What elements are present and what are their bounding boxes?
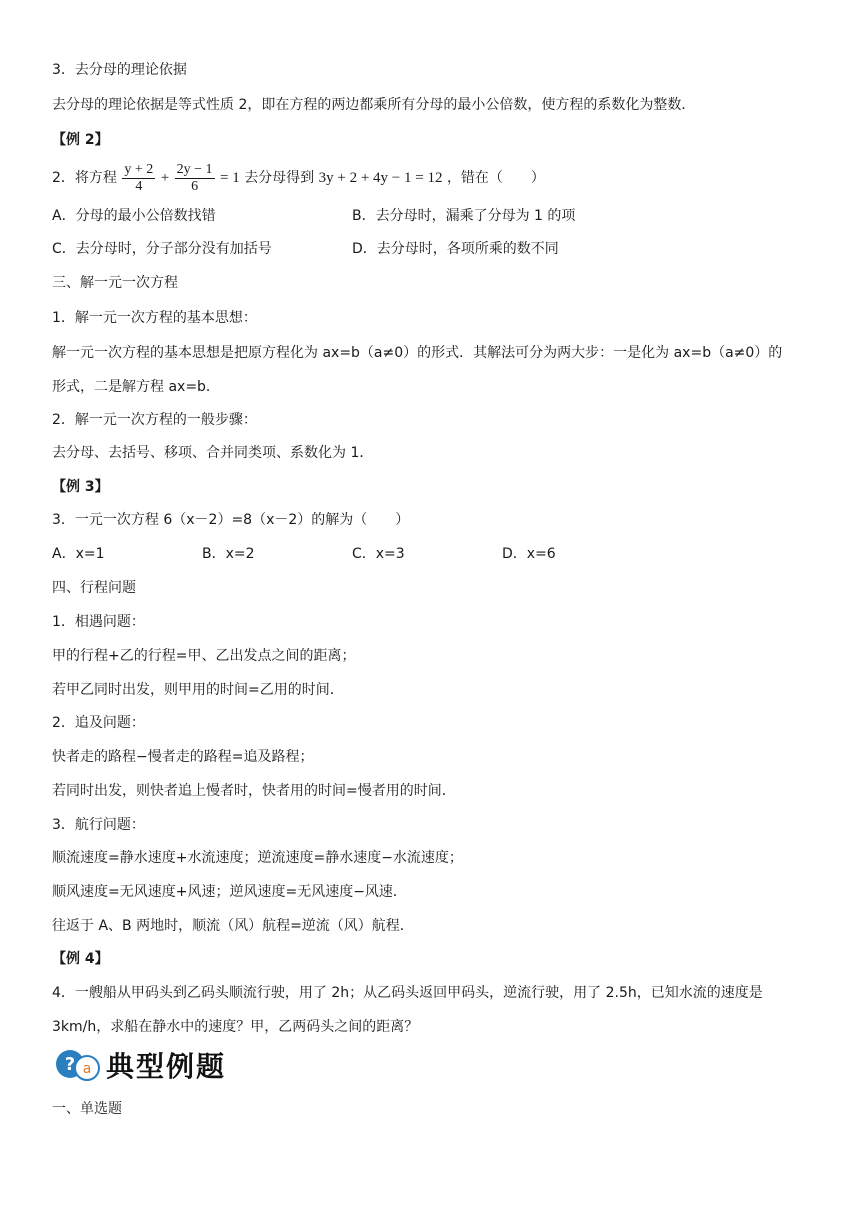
travel-3-line-1: 顺流速度=静水速度+水流速度；逆流速度=静水速度−水流速度；: [52, 850, 463, 866]
logo-letter: a: [82, 1061, 92, 1077]
q2-option-a: A．分母的最小公倍数找错: [52, 208, 216, 224]
fraction-1-denominator: 4: [135, 178, 143, 194]
section-title-solve: 三、解一元一次方程: [52, 275, 178, 291]
point-1-title: 1．解一元一次方程的基本思想：: [52, 310, 257, 326]
travel-2-line-2: 若同时出发，则快者追上慢者时，快者用的时间=慢者用的时间．: [52, 783, 456, 799]
section-3-body: 去分母的理论依据是等式性质 2，即在方程的两边都乘所有分母的最小公倍数，使方程的系数化为整数．: [52, 97, 696, 113]
q2-option-c: C．去分母时，分子部分没有加括号: [52, 241, 272, 257]
q2-option-b: B．去分母时，漏乘了分母为 1 的项: [352, 208, 576, 224]
section-title-travel: 四、行程问题: [52, 580, 136, 596]
logo-question-mark: ?: [64, 1054, 76, 1075]
question-2-prefix: 2．将方程: [52, 170, 117, 186]
section-3-title: 3．去分母的理论依据: [52, 62, 187, 78]
question-2-middle: 去分母得到: [244, 170, 315, 186]
result-equation: 3y + 2 + 4y − 1 = 12: [318, 170, 443, 186]
fraction-1-numerator: y + 2: [124, 161, 154, 177]
travel-2-title: 2．追及问题：: [52, 715, 145, 731]
travel-3-title: 3．航行问题：: [52, 817, 145, 833]
example-3-label: 【例 3】: [52, 479, 109, 495]
point-2-title: 2．解一元一次方程的一般步骤：: [52, 412, 257, 428]
travel-2-line-1: 快者走的路程−慢者走的路程=追及路程；: [52, 749, 314, 765]
fraction-2: [175, 162, 215, 195]
q3-option-d: D．x=6: [502, 546, 556, 562]
fraction-2-denominator: 6: [191, 178, 199, 194]
equation-rhs: = 1: [220, 170, 240, 186]
point-1-body-line-2: 形式，二是解方程 ax=b．: [52, 379, 220, 395]
travel-1-line-1: 甲的行程+乙的行程=甲、乙出发点之间的距离；: [52, 648, 356, 664]
q3-option-b: B．x=2: [202, 546, 255, 562]
part-1-title: 一、单选题: [52, 1101, 122, 1117]
logo-graphic: [54, 1046, 234, 1084]
fraction-1: [122, 162, 155, 195]
travel-1-title: 1．相遇问题：: [52, 614, 145, 630]
point-2-body: 去分母、去括号、移项、合并同类项、系数化为 1．: [52, 445, 374, 461]
example-2-label: 【例 2】: [52, 132, 109, 148]
logo-title: 典型例题: [106, 1050, 227, 1083]
point-1-body-line-1: 解一元一次方程的基本思想是把原方程化为 ax=b（a≠0）的形式．其解法可分为两大步：一是化为 ax=b（a≠0）的: [52, 345, 783, 361]
travel-1-line-2: 若甲乙同时出发，则甲用的时间=乙用的时间．: [52, 682, 344, 698]
example-4-label: 【例 4】: [52, 951, 109, 967]
q3-option-c: C．x=3: [352, 546, 405, 562]
q2-option-d: D．去分母时，各项所乘的数不同: [352, 241, 559, 257]
fraction-2-numerator: 2y − 1: [176, 161, 213, 177]
travel-3-line-3: 往返于 A、B 两地时，顺流（风）航程=逆流（风）航程．: [52, 918, 414, 934]
question-3: 3．一元一次方程 6（x－2）=8（x－2）的解为（ ）: [52, 512, 410, 528]
question-4-line-1: 4．一艘船从甲码头到乙码头顺流行驶，用了 2h；从乙码头返回甲码头，逆流行驶，用了 2.5h，已知水流的速度是: [52, 985, 763, 1001]
question-2: [52, 160, 545, 196]
question-2-suffix: ，错在（ ）: [446, 170, 545, 186]
plus-sign: +: [160, 170, 170, 186]
typical-examples-logo: [54, 1046, 234, 1084]
question-4-line-2: 3km/h，求船在静水中的速度？甲，乙两码头之间的距离？: [52, 1019, 419, 1035]
q3-option-a: A．x=1: [52, 546, 105, 562]
travel-3-line-2: 顺风速度=无风速度+风速；逆风速度=无风速度−风速．: [52, 884, 407, 900]
